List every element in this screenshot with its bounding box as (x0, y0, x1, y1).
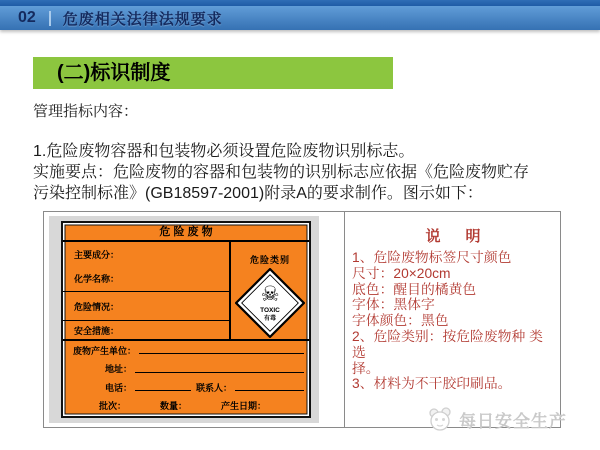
notes-line: 字体颜色：黑色 (352, 313, 449, 329)
label-photo-background (49, 216, 319, 423)
phone-blank-line (135, 380, 191, 391)
row-phone-contact (63, 378, 309, 397)
skull-icon: ☠ (260, 283, 280, 306)
date-label: 产生日期： (221, 401, 267, 412)
producer-blank-line (139, 343, 304, 354)
row-producer (63, 341, 309, 360)
paragraph-line: 实施要点：危险废物的容器和包装物的识别标志应依据《危险废物贮存 (33, 164, 530, 181)
notes-line: 3、材料为不干胶印刷品。 (352, 376, 512, 392)
contact-blank-line (235, 380, 304, 391)
row-batch-quantity-date (63, 397, 309, 416)
phone-label: 电话： (105, 382, 133, 393)
label-field-group (63, 242, 229, 292)
watermark-text: 每日安全生产 (459, 411, 567, 431)
body-paragraph (33, 141, 573, 204)
batch-label: 批次： (99, 401, 127, 412)
toxic-text: TOXIC (260, 307, 280, 314)
label-fields-column (63, 242, 231, 339)
address-label: 地址： (105, 364, 133, 375)
notes-line: 底色：醒目的橘黄色 (352, 281, 477, 297)
notes-line: 择。 (352, 360, 380, 376)
paragraph-line: 1.危险废物容器和包装物必须设置危险废物识别标志。 (33, 143, 415, 160)
watermark (424, 405, 567, 433)
header-bar (0, 0, 600, 30)
field-main-component: 主要成分： (74, 249, 120, 260)
notes-title: 说 明 (425, 228, 481, 245)
label-main-section (63, 242, 309, 341)
field-chemical-name: 化学名称： (74, 274, 120, 285)
hazard-class-label: 危险类别 (249, 255, 290, 265)
hazardous-waste-label (61, 221, 311, 418)
header-title: 危废相关法律法规要求 (62, 10, 223, 28)
notes-cell (345, 212, 560, 427)
field-hazard-situation: 危险情况： (63, 292, 229, 321)
label-photo-cell (44, 212, 345, 427)
notes-line: 2、危险类别：按危险废物种 类选 (352, 328, 543, 360)
field-safety-measures: 安全措施： (74, 325, 120, 336)
header-separator (49, 11, 51, 26)
contact-label: 联系人： (196, 382, 233, 393)
header-main-bar (0, 6, 600, 30)
hazard-class-column (231, 242, 309, 339)
label-bottom-section (63, 341, 309, 415)
quantity-label: 数量： (160, 401, 188, 412)
figure-table (43, 211, 561, 428)
notes-line: 1、危险废物标签尺寸颜色 (352, 250, 512, 265)
toxic-pictogram-icon (235, 268, 305, 338)
section-banner (33, 57, 393, 89)
label-title: 危 险 废 物 (63, 223, 309, 242)
producer-label: 废物产生单位： (73, 345, 137, 356)
section-banner-label: (二)标识制度 (57, 62, 171, 84)
notes-line: 字体：黑体字 (352, 297, 435, 313)
section-number: 02 (18, 9, 36, 26)
address-blank-line (135, 362, 304, 373)
paragraph-line: 污染控制标准》(GB18597-2001)附录A的要求制作。图示如下： (33, 185, 483, 202)
intro-text: 管理指标内容： (33, 103, 139, 120)
row-address (63, 360, 309, 379)
toxic-text-cn: 有毒 (263, 316, 277, 322)
notes-line: 尺寸：20×20cm (352, 265, 451, 281)
panda-logo-icon (424, 405, 456, 433)
